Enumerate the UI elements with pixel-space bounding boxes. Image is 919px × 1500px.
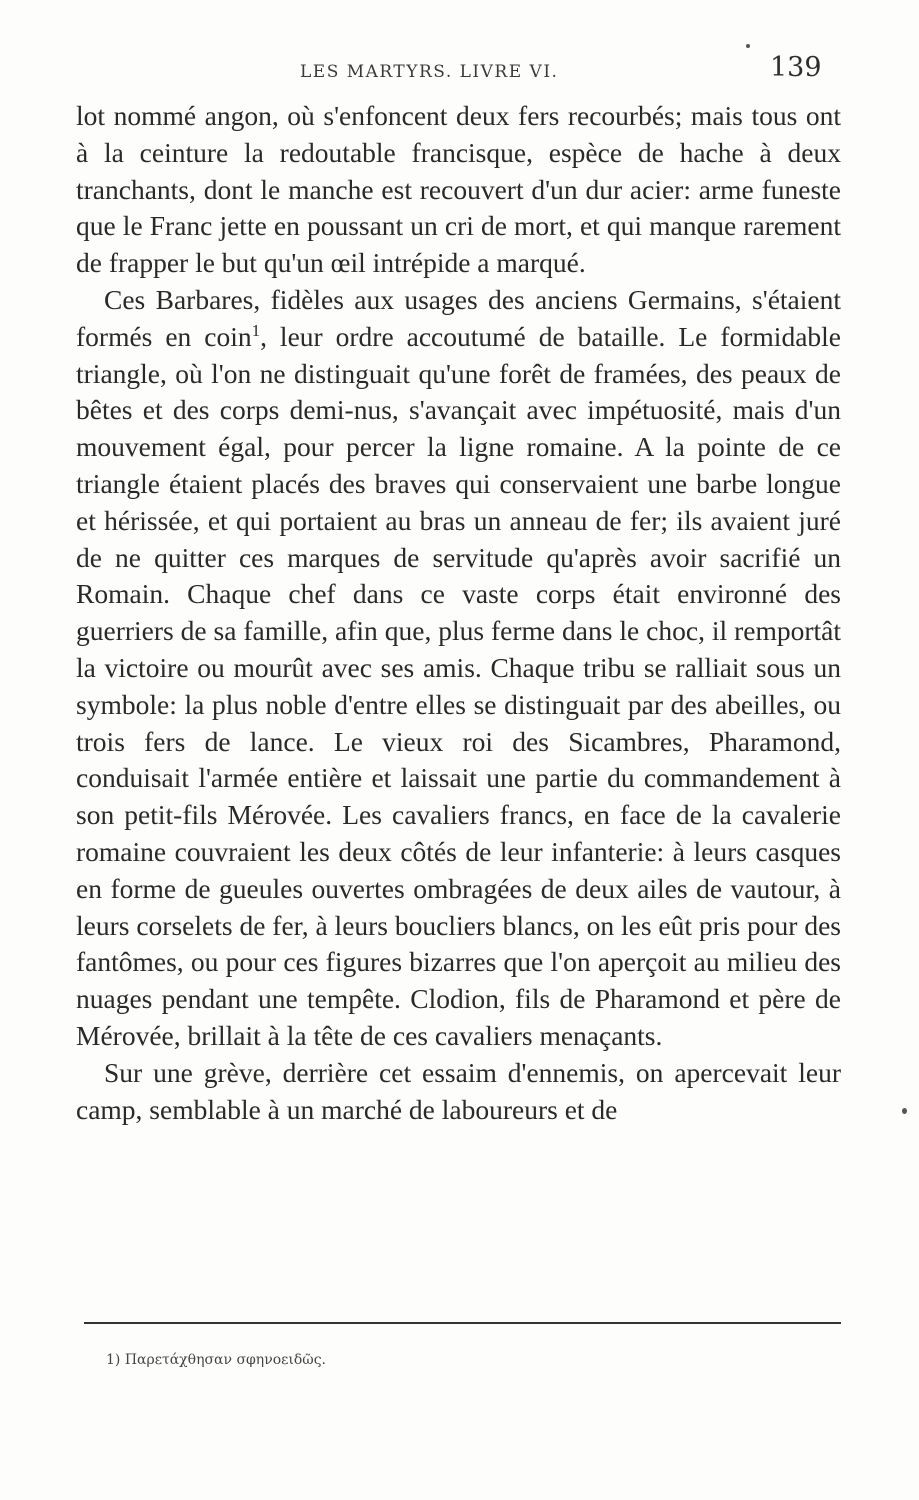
footnote-reference: 1 <box>251 320 261 340</box>
footnote-text: Παρετάχθησαν σφηνοειδῶς. <box>124 1352 327 1368</box>
footnote-rule <box>84 1322 841 1324</box>
body-text <box>76 98 841 1128</box>
ink-speck <box>902 1108 907 1114</box>
paragraph-2 <box>76 282 841 1055</box>
footnote-marker: 1) <box>106 1352 121 1368</box>
paragraph-2-rest: , leur ordre accoutumé de bataille. Le formidable triangle, où l'on ne distinguait qu'une forêt de framées, des peaux de bêtes et des corps demi-nus, s'avançait avec impétuosité, mais d'un mouvement égal, pour percer la ligne romaine. A la pointe de ce triangle étaient placés des braves qui conservaient une barbe longue et hérissée, et qui portaient au bras un anneau de fer; ils avaient juré de ne quitter ces marques de servitude qu'après avoir sacrifié un Romain. Chaque chef dans ce vaste corps était environné des guerriers de sa famille, afin que, plus ferme dans le choc, il remportât la victoire ou mourût avec ses amis. Chaque tribu se ralliait sous un symbole: la plus noble d'entre elles se distinguait par des abeilles, ou trois fers de lance. Le vieux roi des Sicambres, Pharamond, conduisait l'armée entière et laissait une partie du commandement à son petit-fils Mérovée. Les cavaliers francs, en face de la cavalerie romaine couvraient les deux côtés de leur infanterie: à leurs casques en forme de gueules ouvertes ombragées de deux ailes de vautour, à leurs corselets de fer, à leurs boucliers blancs, on les eût pris pour des fantômes, ou pour ces figures bizarres que l'on aperçoit au milieu des nuages pendant une tempête. Clodion, fils de Pharamond et père de Mérovée, brillait à la tête de ces cavaliers menaçants. <box>76 320 841 1051</box>
paragraph-1: lot nommé angon, où s'enfoncent deux fers recourbés; mais tous ont à la ceinture la redoutable francisque, espèce de hache à deux tranchants, dont le manche est recouvert d'un dur acier: arme funeste que le Franc jette en poussant un cri de mort, et qui manque rarement de frapper le but qu'un œil intrépide a marqué. <box>76 100 841 279</box>
footnote <box>106 1352 326 1368</box>
paragraph-2-start: Ces Barbares, fidèles aux usages des anciens Germains, s'étaient formés en coin <box>76 283 841 352</box>
paragraph-3: Sur une grève, derrière cet essaim d'ennemis, on apercevait leur camp, semblable à un marché de laboureurs et de <box>76 1056 841 1125</box>
running-title: LES MARTYRS. LIVRE VI. <box>300 62 559 82</box>
ink-speck <box>746 44 750 48</box>
page-number: 139 <box>770 52 822 83</box>
